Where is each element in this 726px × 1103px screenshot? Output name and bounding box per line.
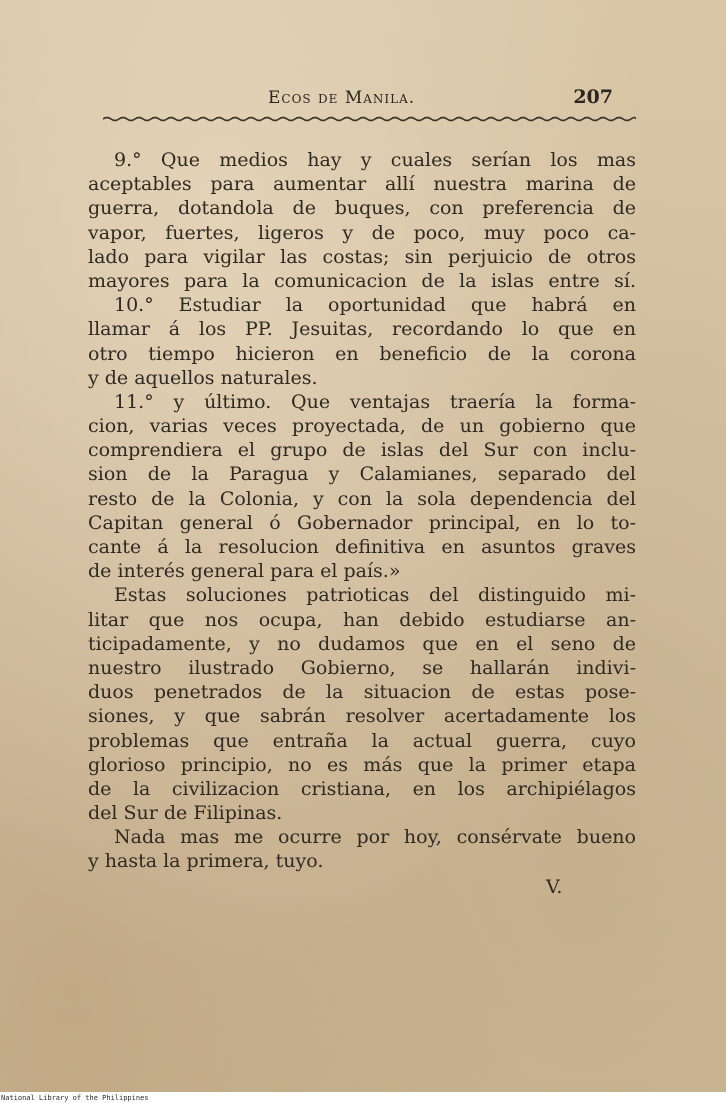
text-line: 10.° Estudiar la oportunidad que habrá en (114, 294, 636, 317)
running-title: Ecos de Manila. (268, 88, 416, 108)
text-line: ticipadamente, y no dudamos que en el seno de (88, 632, 636, 655)
text-line: Nada mas me ocurre por hoy, consérvate bueno (114, 826, 636, 849)
text-line: problemas que entraña la actual guerra, cuyo (88, 729, 636, 752)
text-line: Capitan general ó Gobernador principal, en lo to- (88, 511, 636, 534)
text-line: lado para vigilar las costas; sin perjuicio de otros (88, 245, 636, 268)
text-line: siones, y que sabrán resolver acertadamente los (88, 705, 636, 728)
text-line: y de aquellos naturales. (88, 366, 318, 389)
text-line: aceptables para aumentar allí nuestra marina de (88, 173, 636, 196)
text-line: guerra, dotandola de buques, con preferencia de (88, 197, 636, 220)
header-ornamental-rule (103, 116, 636, 122)
text-line: cante á la resolucion definitiva en asuntos graves (88, 536, 636, 558)
text-line: comprendiera el grupo de islas del Sur con inclu- (88, 439, 636, 462)
text-line: llamar á los PP. Jesuitas, recordando lo que en (88, 318, 636, 341)
text-line: vapor, fuertes, ligeros y de poco, muy poco ca- (88, 221, 636, 244)
text-line: 9.° Que medios hay y cuales serían los mas (114, 149, 636, 171)
text-line: duos penetrados de la situacion de estas pose- (88, 681, 636, 704)
text-line: otro tiempo hicieron en beneficio de la corona (88, 342, 636, 365)
signature: V. (546, 876, 563, 898)
body-text (88, 148, 636, 874)
text-line: cion, varias veces proyectada, de un gobierno que (88, 415, 636, 438)
page-header (88, 88, 648, 112)
text-line: y hasta la primera, tuyo. (88, 850, 324, 873)
text-line: glorioso principio, no es más que la primer etapa (88, 753, 636, 776)
text-line: sion de la Paragua y Calamianes, separado del (88, 463, 636, 486)
text-line: nuestro ilustrado Gobierno, se hallarán indivi- (88, 656, 636, 679)
page-number: 207 (573, 86, 613, 108)
text-line: litar que nos ocupa, han debido estudiarse an- (88, 608, 636, 631)
text-line: de la civilizacion cristiana, en los archipiélagos (88, 777, 636, 800)
library-credit: National Library of the Philippines (1, 1094, 149, 1102)
text-line: mayores para la comunicacion de la islas entre sí. (88, 269, 636, 292)
text-line: del Sur de Filipinas. (88, 802, 283, 825)
text-line: 11.° y último. Que ventajas traería la forma- (114, 390, 636, 413)
text-line: Estas soluciones patrioticas del distinguido mi- (114, 584, 636, 607)
text-line: resto de la Colonia, y con la sola dependencia del (88, 487, 636, 510)
text-line: de interés general para el país.» (88, 560, 401, 583)
